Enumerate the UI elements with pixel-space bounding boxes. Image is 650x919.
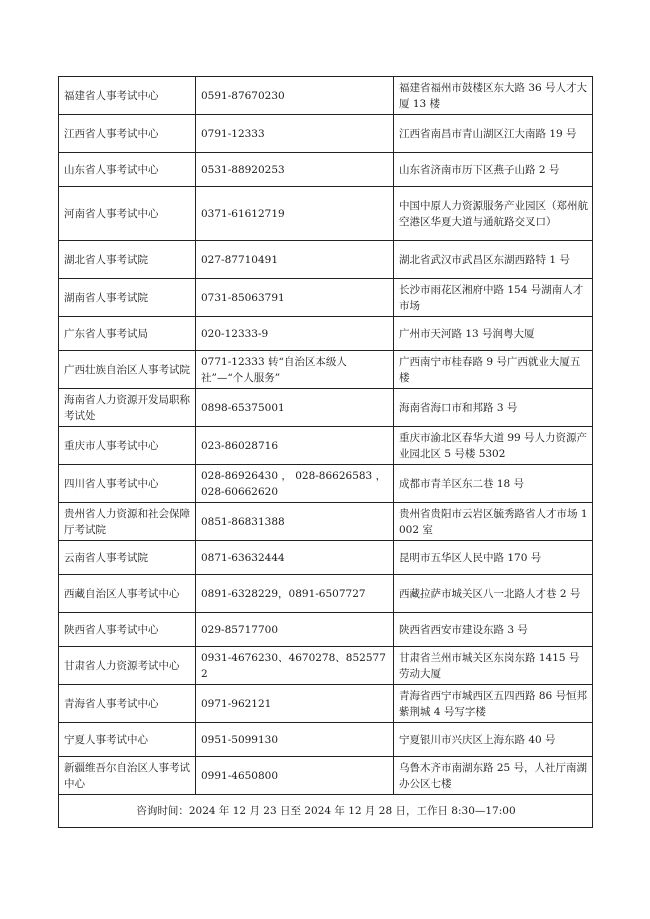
address-cell: 青海省西宁市城西区五四西路 86 号恒邦紫荆城 4 号写字楼 — [394, 685, 593, 723]
address-cell: 贵州省贵阳市云岩区毓秀路省人才市场 1002 室 — [394, 503, 593, 541]
org-name-cell: 海南省人力资源开发局职称考试处 — [59, 389, 196, 427]
org-name-cell: 云南省人事考试院 — [59, 541, 196, 575]
table-row — [59, 115, 593, 153]
org-name-cell: 贵州省人力资源和社会保障厅考试院 — [59, 503, 196, 541]
table-row — [59, 575, 593, 613]
address-cell: 中国中原人力资源服务产业园区（郑州航空港区华夏大道与通航路交叉口） — [394, 187, 593, 241]
phone-cell: 023-86028716 — [196, 427, 394, 465]
table-row — [59, 541, 593, 575]
consultation-hours-note: 咨询时间：2024 年 12 月 23 日至 2024 年 12 月 28 日，工作日 8:30—17:00 — [59, 795, 593, 828]
table-row — [59, 187, 593, 241]
phone-cell: 0371-61612719 — [196, 187, 394, 241]
address-cell: 江西省南昌市青山湖区江大南路 19 号 — [394, 115, 593, 153]
org-name-cell: 四川省人事考试中心 — [59, 465, 196, 503]
org-name-cell: 广东省人事考试局 — [59, 317, 196, 351]
address-cell: 湖北省武汉市武昌区东湖西路特 1 号 — [394, 241, 593, 279]
address-cell: 海南省海口市和邦路 3 号 — [394, 389, 593, 427]
address-cell: 成都市青羊区东二巷 18 号 — [394, 465, 593, 503]
table-row — [59, 427, 593, 465]
phone-cell: 020-12333-9 — [196, 317, 394, 351]
table-footer-row — [59, 795, 593, 828]
table-row — [59, 503, 593, 541]
table-row — [59, 647, 593, 685]
table-row — [59, 685, 593, 723]
phone-cell: 0731-85063791 — [196, 279, 394, 317]
address-cell: 昆明市五华区人民中路 170 号 — [394, 541, 593, 575]
phone-cell: 0891-6328229，0891-6507727 — [196, 575, 394, 613]
phone-cell: 029-85717700 — [196, 613, 394, 647]
table-row — [59, 613, 593, 647]
phone-cell: 0591-87670230 — [196, 77, 394, 115]
table-row — [59, 153, 593, 187]
address-cell: 甘肃省兰州市城关区东岗东路 1415 号劳动大厦 — [394, 647, 593, 685]
phone-cell: 0851-86831388 — [196, 503, 394, 541]
table-body — [59, 77, 593, 828]
org-name-cell: 山东省人事考试中心 — [59, 153, 196, 187]
org-name-cell: 甘肃省人力资源考试中心 — [59, 647, 196, 685]
phone-cell: 027-87710491 — [196, 241, 394, 279]
org-name-cell: 福建省人事考试中心 — [59, 77, 196, 115]
org-name-cell: 广西壮族自治区人事考试院 — [59, 351, 196, 389]
table-row — [59, 465, 593, 503]
org-name-cell: 西藏自治区人事考试中心 — [59, 575, 196, 613]
address-cell: 乌鲁木齐市南湖东路 25 号，人社厅南湖办公区七楼 — [394, 757, 593, 795]
address-cell: 山东省济南市历下区燕子山路 2 号 — [394, 153, 593, 187]
phone-cell: 028-86926430 ， 028-86626583 ， 028-60662620 — [196, 465, 394, 503]
phone-cell: 0531-88920253 — [196, 153, 394, 187]
exam-center-contact-table — [58, 76, 593, 828]
table-row — [59, 279, 593, 317]
address-cell: 重庆市渝北区春华大道 99 号人力资源产业园北区 5 号楼 5302 — [394, 427, 593, 465]
table-row — [59, 723, 593, 757]
phone-cell: 0898-65375001 — [196, 389, 394, 427]
org-name-cell: 新疆维吾尔自治区人事考试中心 — [59, 757, 196, 795]
phone-cell: 0951-5099130 — [196, 723, 394, 757]
table-row — [59, 351, 593, 389]
org-name-cell: 重庆市人事考试中心 — [59, 427, 196, 465]
phone-cell: 0931-4676230、4670278、8525772 — [196, 647, 394, 685]
phone-cell: 0971-962121 — [196, 685, 394, 723]
table-row — [59, 77, 593, 115]
org-name-cell: 湖南省人事考试院 — [59, 279, 196, 317]
org-name-cell: 河南省人事考试中心 — [59, 187, 196, 241]
phone-cell: 0991-4650800 — [196, 757, 394, 795]
address-cell: 宁夏银川市兴庆区上海东路 40 号 — [394, 723, 593, 757]
phone-cell: 0791-12333 — [196, 115, 394, 153]
org-name-cell: 宁夏人事考试中心 — [59, 723, 196, 757]
address-cell: 长沙市雨花区湘府中路 154 号湖南人才市场 — [394, 279, 593, 317]
address-cell: 广西南宁市桂春路 9 号广西就业大厦五楼 — [394, 351, 593, 389]
org-name-cell: 湖北省人事考试院 — [59, 241, 196, 279]
org-name-cell: 青海省人事考试中心 — [59, 685, 196, 723]
address-cell: 广州市天河路 13 号润粤大厦 — [394, 317, 593, 351]
table-row — [59, 389, 593, 427]
table-row — [59, 317, 593, 351]
address-cell: 陕西省西安市建设东路 3 号 — [394, 613, 593, 647]
phone-cell: 0771-12333 转“自治区本级人社”—“个人服务” — [196, 351, 394, 389]
address-cell: 福建省福州市鼓楼区东大路 36 号人才大厦 13 楼 — [394, 77, 593, 115]
address-cell: 西藏拉萨市城关区八一北路人才巷 2 号 — [394, 575, 593, 613]
table-row — [59, 241, 593, 279]
phone-cell: 0871-63632444 — [196, 541, 394, 575]
table-row — [59, 757, 593, 795]
org-name-cell: 江西省人事考试中心 — [59, 115, 196, 153]
org-name-cell: 陕西省人事考试中心 — [59, 613, 196, 647]
